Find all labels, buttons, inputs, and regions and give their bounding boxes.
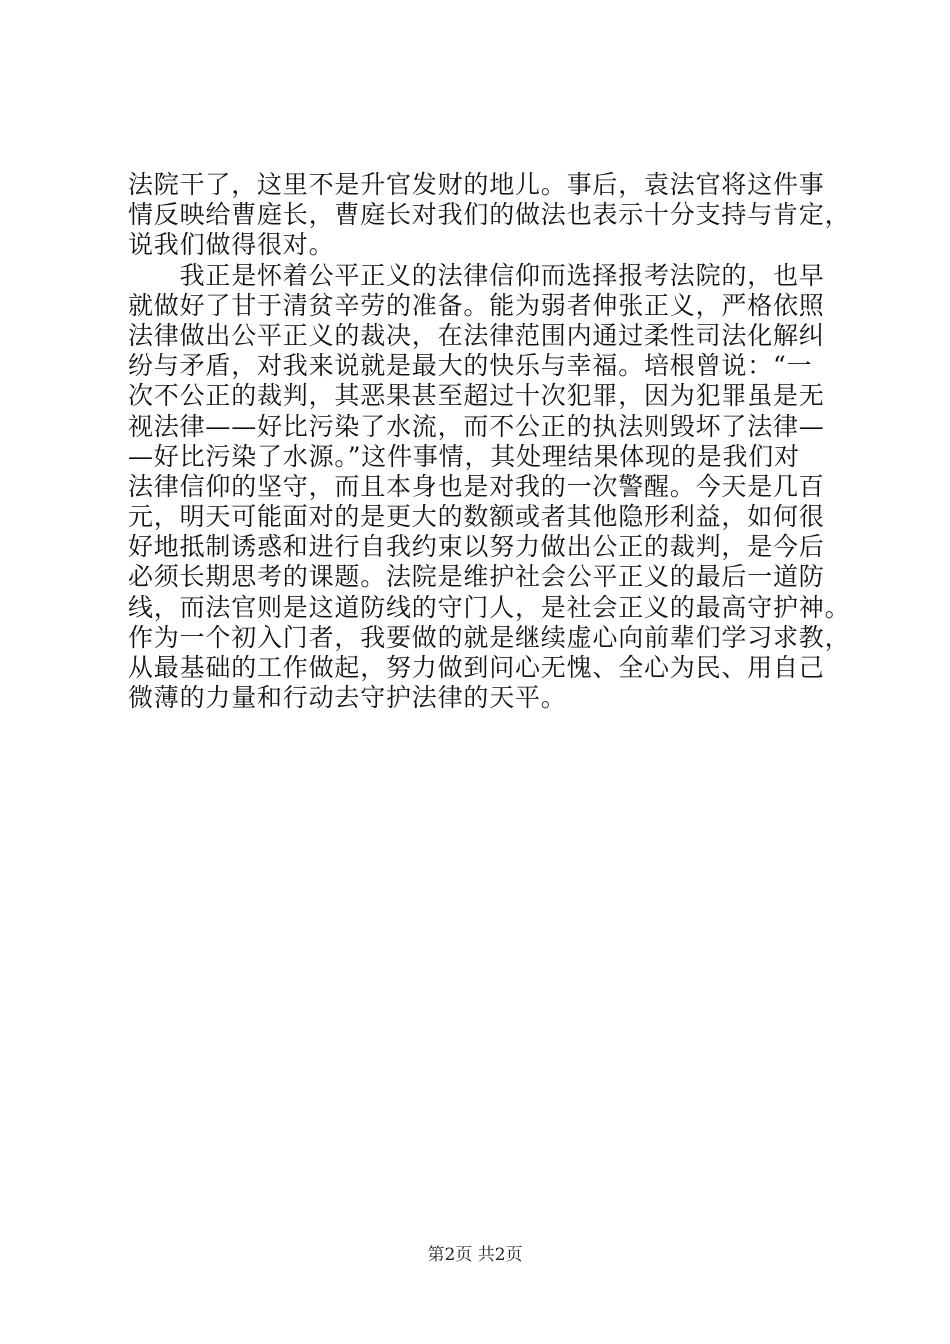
text-line: 情反映给曹庭长，曹庭长对我们的做法也表示十分支持与肯定， [128, 200, 851, 230]
text-line: 必须长期思考的课题。法院是维护社会公平正义的最后一道防 [128, 562, 825, 592]
text-line: 次不公正的裁判，其恶果甚至超过十次犯罪，因为犯罪虽是无 [128, 381, 825, 411]
text-line: 法律做出公平正义的裁决，在法律范围内通过柔性司法化解纠 [128, 320, 825, 350]
text-line: 线，而法官则是这道防线的守门人，是社会正义的最高守护神。 [128, 592, 851, 622]
text-line: 法律信仰的坚守，而且本身也是对我的一次警醒。今天是几百 [128, 471, 825, 501]
body-text [128, 170, 851, 713]
text-line: 从最基础的工作做起，努力做到问心无愧、全心为民、用自己 [128, 653, 825, 682]
text-line: 好地抵制诱惑和进行自我约束以努力做出公正的裁判，是今后 [128, 532, 825, 562]
text-line: 就做好了甘于清贫辛劳的准备。能为弱者伸张正义，严格依照 [128, 290, 825, 320]
text-line: 说我们做得很对。 [128, 230, 335, 260]
text-line: 纷与矛盾，对我来说就是最大的快乐与幸福。培根曾说：“一 [128, 351, 813, 381]
text-line: 法院干了，这里不是升官发财的地儿。事后，袁法官将这件事 [128, 170, 825, 199]
text-line: 微薄的力量和行动去守护法律的天平。 [128, 683, 567, 713]
text-line: 视法律——好比污染了水流，而不公正的执法则毁坏了法律— [128, 411, 825, 441]
text-line: —好比污染了水源。”这件事情，其处理结果体现的是我们对 [128, 441, 800, 471]
text-line: 我正是怀着公平正义的法律信仰而选择报考法院的，也早 [128, 260, 825, 290]
page-indicator: 第2页 共2页 [427, 1245, 523, 1265]
page-footer [0, 1243, 950, 1267]
text-line: 作为一个初入门者，我要做的就是继续虚心向前辈们学习求教， [128, 622, 851, 652]
text-line: 元，明天可能面对的是更大的数额或者其他隐形利益，如何很 [128, 502, 825, 532]
